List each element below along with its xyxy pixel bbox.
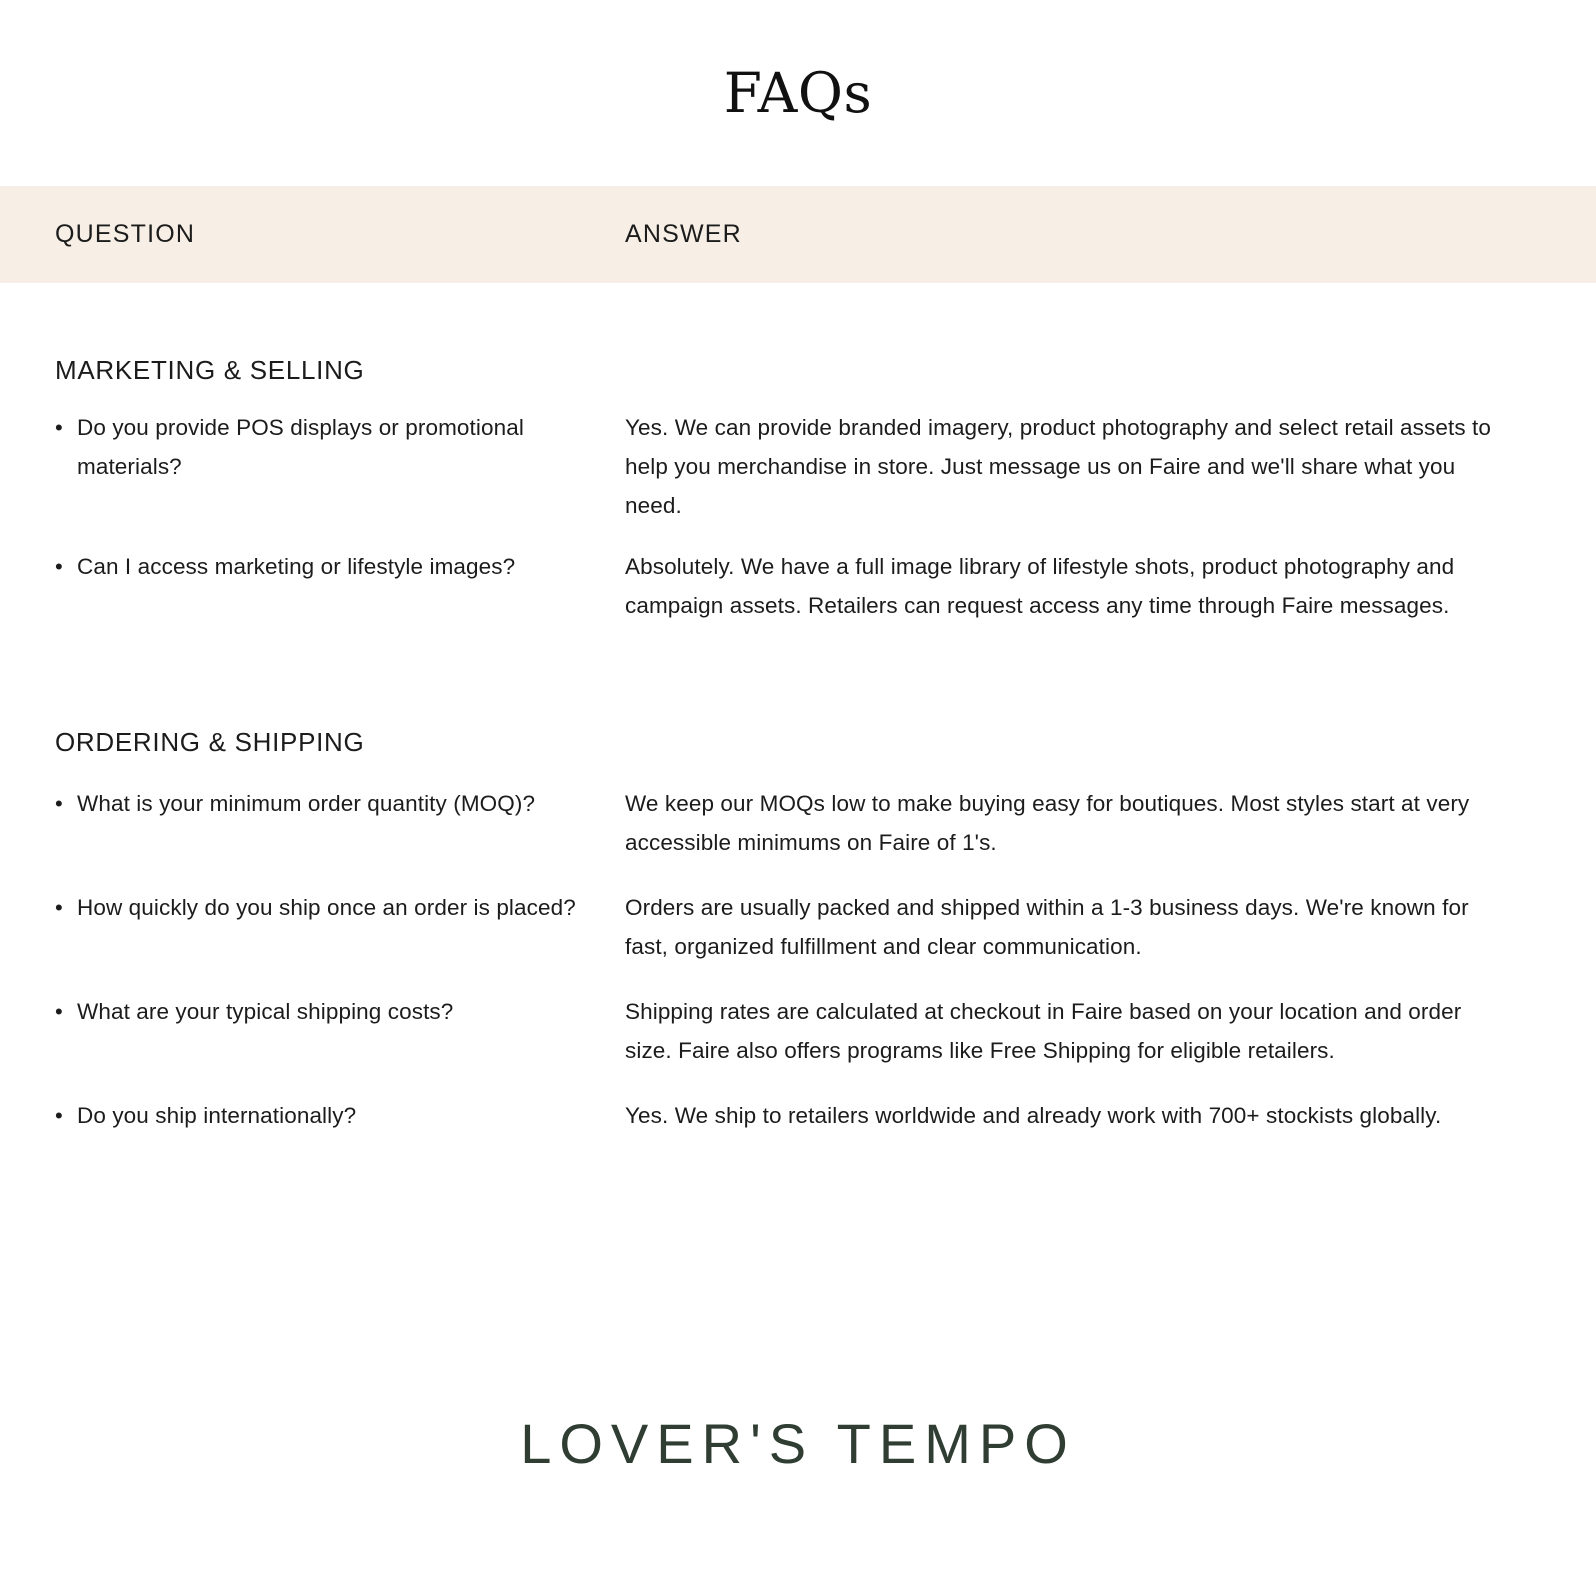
page-title: FAQs — [723, 61, 873, 125]
column-header-question: QUESTION — [55, 220, 196, 248]
table-row — [55, 408, 1536, 525]
answer-text: Yes. We ship to retailers worldwide and already work with 700+ stockists globally. — [625, 1103, 1442, 1128]
question-text: Do you ship internationally? — [77, 1103, 357, 1128]
question-cell — [55, 1096, 625, 1135]
footer — [0, 1411, 1596, 1476]
question-cell — [55, 888, 625, 927]
question-cell — [55, 547, 625, 586]
column-header-answer: ANSWER — [625, 220, 742, 248]
faq-body — [0, 283, 1596, 1135]
bullet-icon: • — [55, 415, 63, 440]
table-row — [55, 992, 1536, 1070]
bullet-icon: • — [55, 1103, 63, 1128]
section-title: MARKETING & SELLING — [55, 355, 365, 385]
answer-text: Yes. We can provide branded imagery, product photography and select retail assets to help you merchandise in store. Just message us on Faire and we'll share what you need. — [625, 415, 1491, 518]
section-title: ORDERING & SHIPPING — [55, 727, 365, 757]
page-title-area — [0, 0, 1596, 186]
question-text: Can I access marketing or lifestyle images? — [77, 554, 516, 579]
bullet-icon: • — [55, 895, 63, 920]
bullet-icon: • — [55, 999, 63, 1024]
question-cell — [55, 784, 625, 823]
table-row — [55, 888, 1536, 966]
brand-logo: LOVER'S TEMPO — [520, 1412, 1076, 1475]
question-text: Do you provide POS displays or promotional materials? — [77, 415, 524, 479]
table-row — [55, 1096, 1536, 1135]
question-cell — [55, 408, 625, 486]
answer-text: Shipping rates are calculated at checkout in Faire based on your location and order size. Faire also offers programs like Free Shipping for eligible retailers. — [625, 999, 1462, 1063]
faq-section-marketing-selling — [55, 283, 1536, 625]
question-text: What is your minimum order quantity (MOQ)? — [77, 791, 536, 816]
bullet-icon: • — [55, 791, 63, 816]
table-row — [55, 784, 1536, 862]
answer-text: Orders are usually packed and shipped within a 1-3 business days. We're known for fast, organized fulfillment and clear communication. — [625, 895, 1469, 959]
table-row — [55, 547, 1536, 625]
bullet-icon: • — [55, 554, 63, 579]
table-header-band — [0, 186, 1596, 283]
question-text: How quickly do you ship once an order is placed? — [77, 895, 576, 920]
question-text: What are your typical shipping costs? — [77, 999, 454, 1024]
answer-text: Absolutely. We have a full image library of lifestyle shots, product photography and campaign assets. Retailers can request access any time through Faire messages. — [625, 554, 1455, 618]
question-cell — [55, 992, 625, 1031]
answer-text: We keep our MOQs low to make buying easy for boutiques. Most styles start at very accessible minimums on Faire of 1's. — [625, 791, 1470, 855]
faq-section-ordering-shipping — [55, 625, 1536, 1135]
